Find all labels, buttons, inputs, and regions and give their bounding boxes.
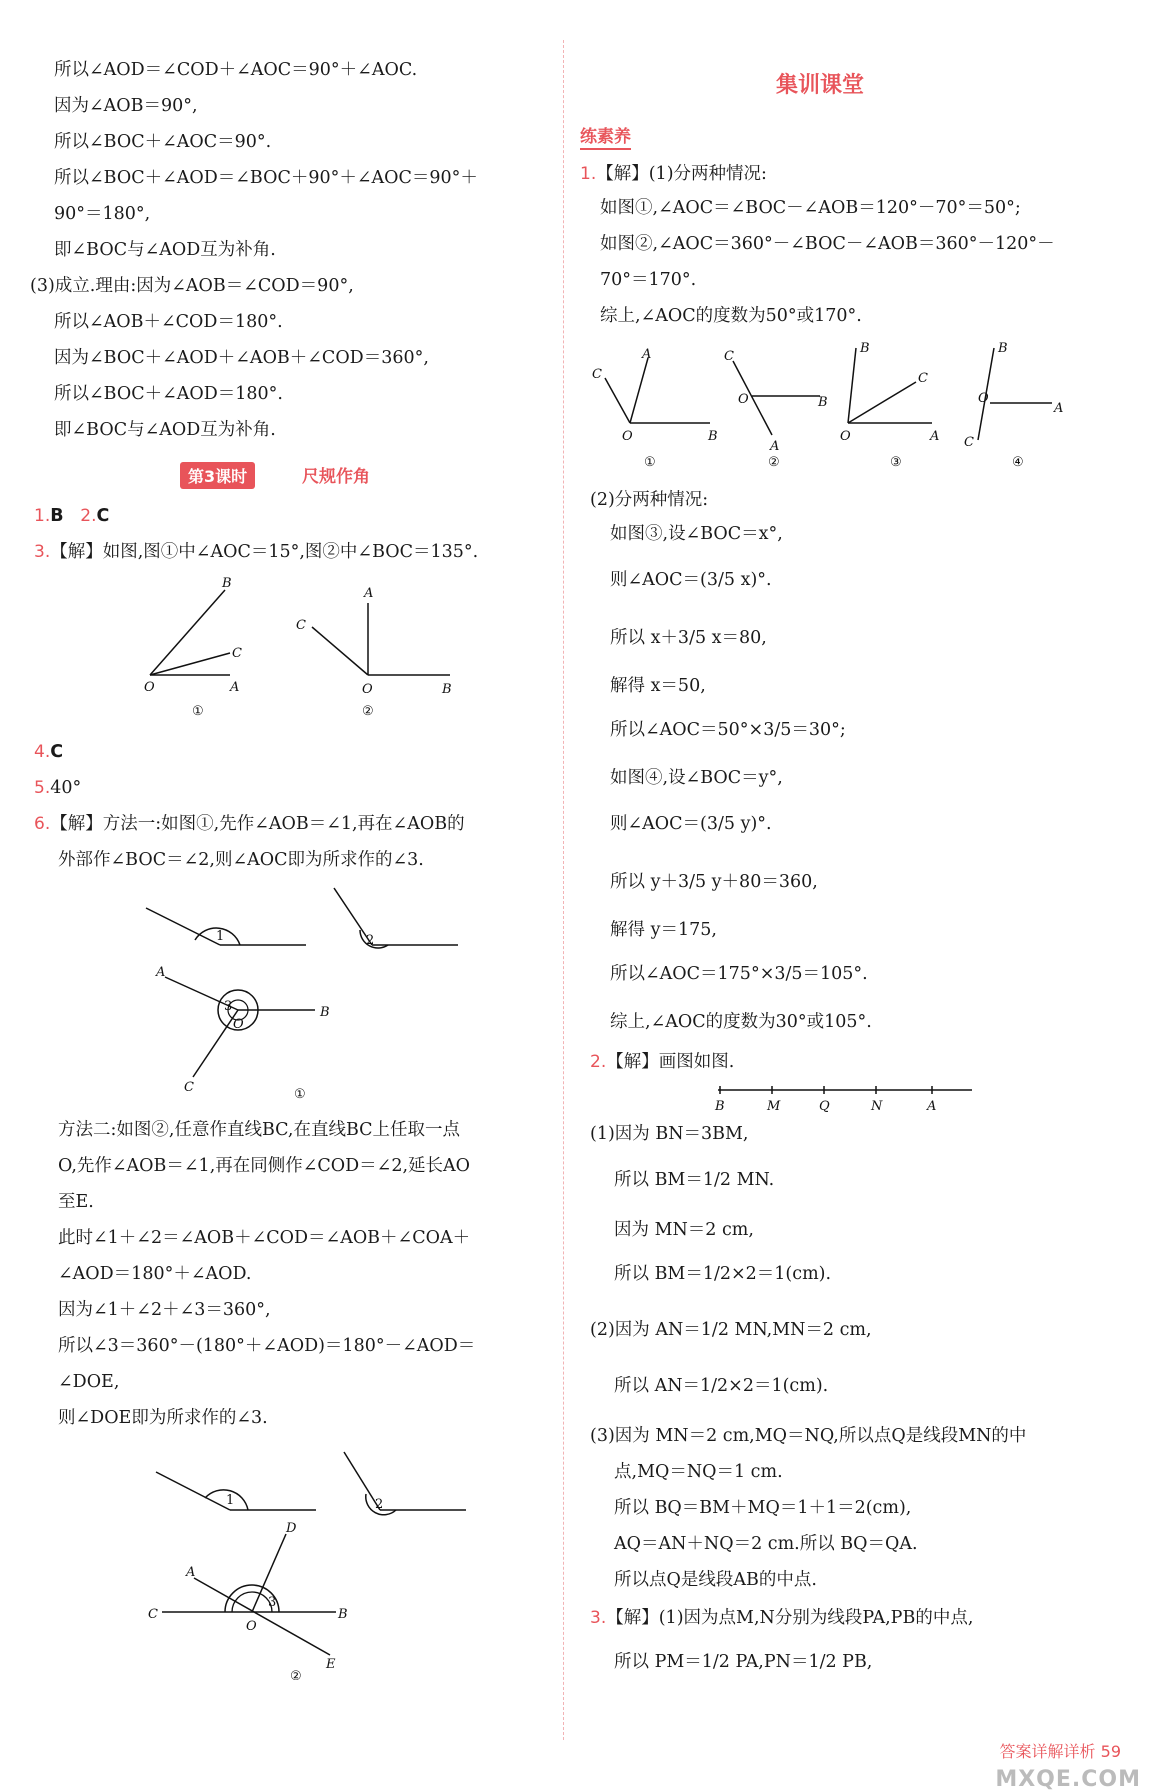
svg-text:C: C [232,646,242,661]
p1b-line-9: 所以 y＋3/5 y＋80＝360, [610,872,818,892]
fig2-angle-1 [156,1472,316,1510]
q4-line [34,740,63,764]
svg-text:A: A [230,680,240,695]
p1-fig1-label: ① [644,455,656,470]
svg-text:C: C [296,618,306,633]
fig-angle-1 [146,908,306,945]
svg-text:C: C [148,1607,158,1622]
p3-line-2: 所以 PM＝1/2 PA,PN＝1/2 PB, [614,1652,873,1672]
p1b-line-6: 所以∠AOC＝50°×3/5＝30°; [610,720,846,740]
svg-text:C: C [592,367,602,382]
p1b-line-1: (2)分两种情况: [590,490,709,510]
p2-line-6: (2)因为 AN＝1/2 MN,MN＝2 cm, [590,1320,872,1340]
m2-line-8: ∠DOE, [58,1372,120,1392]
m2-line-2: O,先作∠AOB＝∠1,再在同侧作∠COD＝∠2,延长AO [58,1156,471,1176]
svg-text:1: 1 [216,929,225,944]
p1b-line-5: 解得 x＝50, [610,676,706,696]
q3-figure-2 [296,586,452,719]
p1b-line-7: 如图④,设∠BOC＝y°, [610,768,783,788]
svg-text:3: 3 [268,1595,277,1610]
p1-line-2: 如图①,∠AOC＝∠BOC－∠AOB＝120°－70°＝50°; [600,198,1021,218]
svg-text:C: C [184,1080,194,1095]
column-divider [563,40,564,1740]
q3-number: 3. [34,542,51,562]
footer-text: 答案详解详析 [999,1742,1096,1761]
section-main-title: 集训课堂 [776,73,865,98]
q1-q2-line [34,504,109,528]
p2-line-2: (1)因为 BN＝3BM, [590,1124,749,1144]
p1-line-4: 70°＝170°. [600,270,697,290]
svg-text:B: B [818,395,828,410]
q6-fig1-label: ① [294,1087,306,1100]
p1-fig-3 [840,341,939,470]
p1-line-1 [580,162,767,186]
q2-answer: C [96,506,110,526]
svg-text:B: B [998,341,1008,356]
p1b-line-8: 则∠AOC＝(3/5 y)°. [610,814,772,834]
q3-text: 【解】如图,图①中∠AOC＝15°,图②中∠BOC＝135°. [50,542,479,562]
q5-answer: 40° [50,778,82,798]
left-line-2: 因为∠AOB＝90°, [54,96,198,116]
p1-line-5: 综上,∠AOC的度数为50°或170°. [600,306,862,326]
left-line-11: 即∠BOC与∠AOD互为补角. [54,420,276,440]
p2-line-10: 所以 BQ＝BM＋MQ＝1＋1＝2(cm), [614,1498,912,1518]
segment-point-Q: Q [819,1099,830,1114]
segment-point-M: M [767,1099,781,1114]
left-line-3: 所以∠BOC＋∠AOC＝90°. [54,132,272,152]
svg-text:A: A [1054,401,1064,416]
page-number: 59 [1100,1742,1121,1761]
q1-number: 1. [34,506,51,526]
svg-text:1: 1 [226,1493,235,1508]
m2-line-7: 所以∠3＝360°－(180°＋∠AOD)＝180°－∠AOD＝ [58,1336,476,1356]
segment-point-B: B [715,1099,725,1114]
segment-figure [710,1080,990,1116]
left-line-1: 所以∠AOD＝∠COD＋∠AOC＝90°＋∠AOC. [54,60,418,80]
q6-number: 6. [34,814,51,834]
q3-figure-1 [144,576,242,719]
m2-line-6: 因为∠1＋∠2＋∠3＝360°, [58,1300,271,1320]
q4-number: 4. [34,742,51,762]
p2-line-11: AQ＝AN＋NQ＝2 cm.所以 BQ＝QA. [614,1534,918,1554]
p1-text-1: 【解】(1)分两种情况: [596,164,767,184]
svg-text:B: B [708,429,718,444]
svg-text:B: B [222,576,232,591]
q4-answer: C [50,742,64,762]
svg-text:3: 3 [224,999,233,1014]
p2-number: 2. [590,1052,607,1072]
m2-line-1: 方法二:如图②,任意作直线BC,在直线BC上任取一点 [58,1120,461,1140]
left-line-8: 所以∠AOB＋∠COD＝180°. [54,312,283,332]
svg-text:C: C [964,435,974,450]
p1-figures [580,338,1080,473]
q6-line-1 [34,812,465,836]
svg-text:O: O [840,429,851,444]
p1b-line-2: 如图③,设∠BOC＝x°, [610,524,783,544]
p1-fig4-label: ④ [1012,455,1024,470]
p3-line-1 [590,1606,973,1630]
svg-text:O: O [738,392,749,407]
p1b-line-4: 所以 x＋3/5 x＝80, [610,628,767,648]
segment-point-N: N [871,1099,883,1114]
section-subtitle: 练素养 [580,122,631,150]
p1-fig-1 [592,347,718,470]
svg-text:A: A [930,429,940,444]
fig2-construction [148,1521,348,1672]
svg-text:O: O [233,1017,244,1032]
q3-figures [130,575,470,720]
p3-text-1: 【解】(1)因为点M,N分别为线段PA,PB的中点, [606,1608,974,1628]
svg-text:A: A [156,965,166,980]
lesson-title: 尺规作角 [302,467,370,487]
p2-line-7: 所以 AN＝1/2×2＝1(cm). [614,1376,829,1396]
svg-text:O: O [246,1619,257,1634]
q6-method2-figure [140,1440,470,1680]
svg-text:D: D [286,1521,297,1536]
svg-text:B: B [442,682,452,697]
p2-line-4: 因为 MN＝2 cm, [614,1220,754,1240]
segment-point-A: A [927,1099,937,1114]
p1-line-3: 如图②,∠AOC＝360°－∠BOC－∠AOB＝360°－120°－ [600,234,1055,254]
svg-text:B: B [320,1005,330,1020]
p1-fig2-label: ② [768,455,780,470]
left-line-7: (3)成立.理由:因为∠AOB＝∠COD＝90°, [30,276,354,296]
page-footer [1000,1739,1121,1762]
p2-line-5: 所以 BM＝1/2×2＝1(cm). [614,1264,832,1284]
svg-text:O: O [362,682,373,697]
svg-text:A: A [770,439,780,454]
q3-fig1-label: ① [192,704,204,719]
svg-text:A: A [364,586,374,601]
q1-answer: B [50,506,64,526]
svg-text:O: O [622,429,633,444]
svg-text:2: 2 [366,933,375,948]
left-line-10: 所以∠BOC＋∠AOD＝180°. [54,384,283,404]
p2-line-9: 点,MQ＝NQ＝1 cm. [614,1462,783,1482]
p1-number: 1. [580,164,597,184]
svg-text:E: E [326,1657,336,1672]
q6-method1-figure [140,880,470,1100]
p1b-line-10: 解得 y＝175, [610,920,717,940]
svg-text:O: O [144,680,155,695]
p1b-line-11: 所以∠AOC＝175°×3/5＝105°. [610,964,868,984]
svg-text:2: 2 [375,1497,384,1512]
q3-fig2-label: ② [362,704,374,719]
p2-line-12: 所以点Q是线段AB的中点. [614,1570,817,1590]
left-line-9: 因为∠BOC＋∠AOD＋∠AOB＋∠COD＝360°, [54,348,429,368]
p2-line-3: 所以 BM＝1/2 MN. [614,1170,775,1190]
p1b-line-3: 则∠AOC＝(3/5 x)°. [610,570,772,590]
watermark: MXQE.COM [995,1767,1141,1792]
svg-text:O: O [978,391,989,406]
svg-text:C: C [918,371,928,386]
left-line-5: 90°＝180°, [54,204,151,224]
left-line-6: 即∠BOC与∠AOD互为补角. [54,240,276,260]
q6-line-2: 外部作∠BOC＝∠2,则∠AOC即为所求作的∠3. [58,850,424,870]
m2-line-9: 则∠DOE即为所求作的∠3. [58,1408,268,1428]
p2-line-1 [590,1050,734,1074]
p1-fig-2 [724,349,828,470]
q5-number: 5. [34,778,51,798]
p3-number: 3. [590,1608,607,1628]
lesson-badge: 第3课时 [180,462,255,489]
svg-text:C: C [724,349,734,364]
svg-text:A: A [186,1565,196,1580]
q6-fig2-label: ② [290,1669,302,1680]
fig-angle-3 [155,965,330,1095]
p1b-line-12: 综上,∠AOC的度数为30°或105°. [610,1012,872,1032]
svg-text:B: B [860,341,870,356]
q5-line [34,776,81,800]
p1-fig-4 [964,341,1063,470]
q3-line [34,540,478,564]
p2-line-8: (3)因为 MN＝2 cm,MQ＝NQ,所以点Q是线段MN的中 [590,1426,1027,1446]
left-line-4: 所以∠BOC＋∠AOD＝∠BOC＋90°＋∠AOC＝90°＋ [54,168,478,188]
fig-angle-2 [334,888,458,948]
q6-text-1: 【解】方法一:如图①,先作∠AOB＝∠1,再在∠AOB的 [50,814,465,834]
q2-number: 2. [80,506,97,526]
svg-text:B: B [338,1607,348,1622]
m2-line-4: 此时∠1＋∠2＝∠AOB＋∠COD＝∠AOB＋∠COA＋ [58,1228,471,1248]
m2-line-3: 至E. [58,1192,94,1212]
fig2-angle-2 [344,1452,466,1515]
svg-text:A: A [642,347,652,362]
p1-fig3-label: ③ [890,455,902,470]
m2-line-5: ∠AOD＝180°＋∠AOD. [58,1264,252,1284]
p2-text-1: 【解】画图如图. [606,1052,735,1072]
